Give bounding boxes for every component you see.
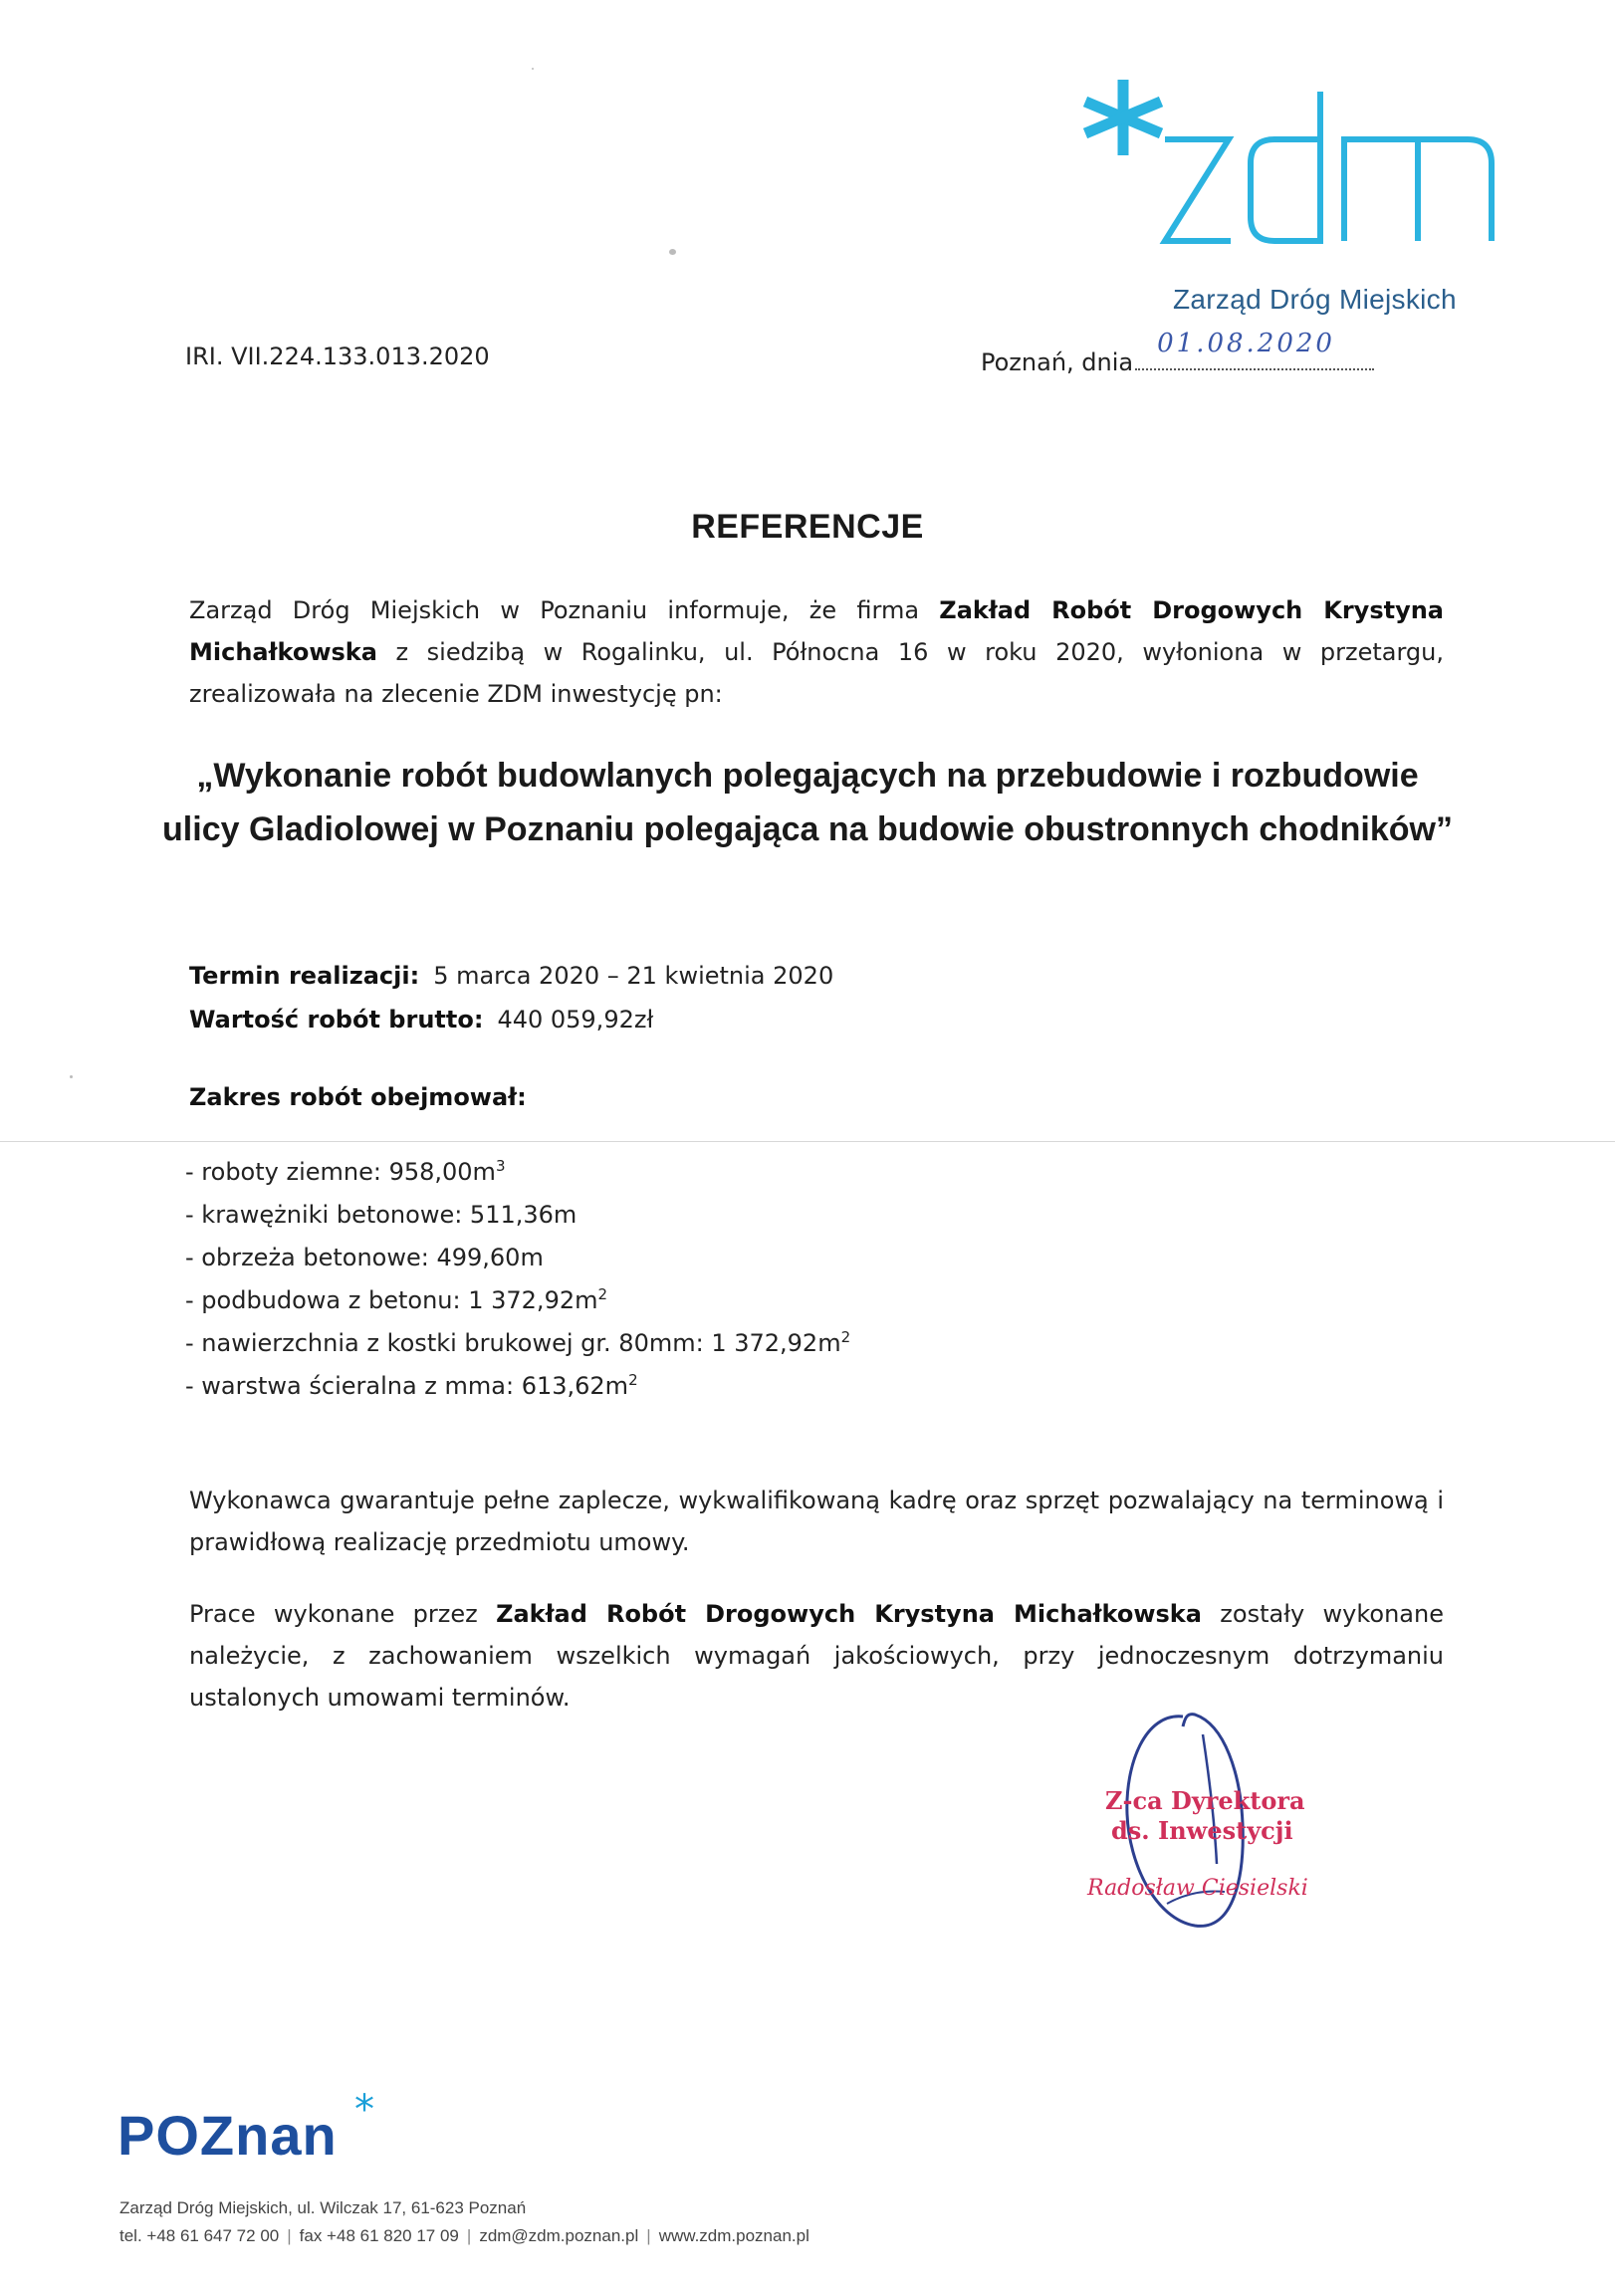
scope-item-text: - warstwa ścieralna z mma: 613,62m [185, 1372, 629, 1400]
completion-paragraph [189, 1593, 1444, 1719]
intro-text-2: z siedzibą w Rogalinku, ul. Północna 16 w roku 2020, wyłoniona w przetargu, zrealizowała na zlecenie ZDM inwestycję pn: [189, 638, 1444, 708]
term-row [189, 954, 833, 998]
list-item [185, 1194, 850, 1237]
footer-separator: | [466, 2226, 472, 2245]
intro-text-1: Zarząd Dróg Miejskich w Poznaniu informuje, że firma [189, 596, 940, 624]
zdm-logo [1053, 78, 1551, 317]
term-value: 5 marca 2020 – 21 kwietnia 2020 [433, 962, 834, 990]
poznan-logo [117, 2087, 396, 2182]
scope-item-text: - obrzeża betonowe: 499,60m [185, 1244, 544, 1271]
list-item [185, 1365, 850, 1408]
value-row [189, 998, 833, 1041]
project-title: „Wykonanie robót budowlanych polegających na przebudowie i rozbudowie ulicy Gladiolowej w Poznaniu polegająca na budowie obustronnych chodników” [162, 757, 1453, 848]
completion-text-2: zostały wykonane należycie, z zachowaniem wszelkich wymagań jakościowych, przy jednoczesnym dotrzymaniu ustalonych umowami terminów. [189, 1600, 1444, 1712]
value-amount: 440 059,92zł [497, 1006, 654, 1033]
reference-number: IRI. VII.224.133.013.2020 [185, 343, 490, 370]
place-label: Poznań, dnia [981, 348, 1134, 376]
scope-heading: Zakres robót obejmował: [189, 1083, 527, 1111]
footer-separator: | [287, 2226, 292, 2245]
footer-address: Zarząd Dróg Miejskich, ul. Wilczak 17, 61-623 Poznań [119, 2198, 527, 2217]
asterisk-icon [1085, 80, 1161, 155]
zdm-logo-subtitle: Zarząd Dróg Miejskich [1173, 284, 1457, 315]
footer-contact [119, 2226, 809, 2246]
scan-speck [669, 249, 676, 255]
completion-text-1: Prace wykonane przez [189, 1600, 497, 1628]
footer-phone: tel. +48 61 647 72 00 [119, 2226, 280, 2245]
guarantee-paragraph: Wykonawca gwarantuje pełne zaplecze, wykwalifikowaną kadrę oraz sprzęt pozwalający na terminową i prawidłową realizację przedmiotu umowy. [189, 1487, 1444, 1556]
project-facts [189, 954, 833, 1041]
scan-speck [532, 68, 534, 70]
handwritten-date: 01.08.2020 [1157, 329, 1335, 358]
scope-item-text: - nawierzchnia z kostki brukowej gr. 80mm: 1 372,92m [185, 1329, 841, 1357]
signature-stamp [1075, 1705, 1324, 1934]
place-date [981, 329, 1374, 376]
footer-email[interactable]: zdm@zdm.poznan.pl [479, 2226, 639, 2245]
stamp-position: Z-ca Dyrektora [1105, 1786, 1305, 1815]
scope-item-text: - krawężniki betonowe: 511,36m [185, 1201, 577, 1229]
scope-item-text: - roboty ziemne: 958,00m [185, 1158, 496, 1186]
zdm-logo-graphic [1053, 78, 1551, 277]
scope-item-unit-power: 3 [495, 1157, 506, 1175]
value-label: Wartość robót brutto: [189, 1006, 484, 1033]
scope-list [185, 1151, 850, 1408]
contractor-name: Zakład Robót Drogowych Krystyna Michałkowska [189, 596, 1445, 666]
scope-item-unit-power: 2 [628, 1371, 638, 1389]
poznan-logo-word: POZnan [117, 2104, 338, 2167]
stamp-department: ds. Inwestycji [1111, 1816, 1293, 1845]
scan-speck [70, 1075, 73, 1078]
stamp-signatory: Radosław Ciesielski [1087, 1876, 1308, 1901]
contractor-name: Zakład Robót Drogowych Krystyna Michałkowska [496, 1600, 1202, 1628]
scan-artifact-line [0, 1141, 1615, 1142]
document-title: REFERENCJE [691, 508, 924, 546]
intro-paragraph [189, 589, 1444, 715]
list-item [185, 1322, 850, 1365]
scope-item-text: - podbudowa z betonu: 1 372,92m [185, 1286, 598, 1314]
scope-item-unit-power: 2 [597, 1285, 608, 1303]
date-dotted-line [1135, 329, 1374, 370]
asterisk-icon: * [354, 2087, 374, 2133]
footer-separator: | [646, 2226, 651, 2245]
footer-website[interactable]: www.zdm.poznan.pl [658, 2226, 809, 2245]
scope-item-unit-power: 2 [840, 1328, 851, 1346]
list-item [185, 1237, 850, 1279]
footer-fax: fax +48 61 820 17 09 [299, 2226, 459, 2245]
term-label: Termin realizacji: [189, 962, 420, 990]
list-item [185, 1279, 850, 1322]
list-item [185, 1151, 850, 1194]
